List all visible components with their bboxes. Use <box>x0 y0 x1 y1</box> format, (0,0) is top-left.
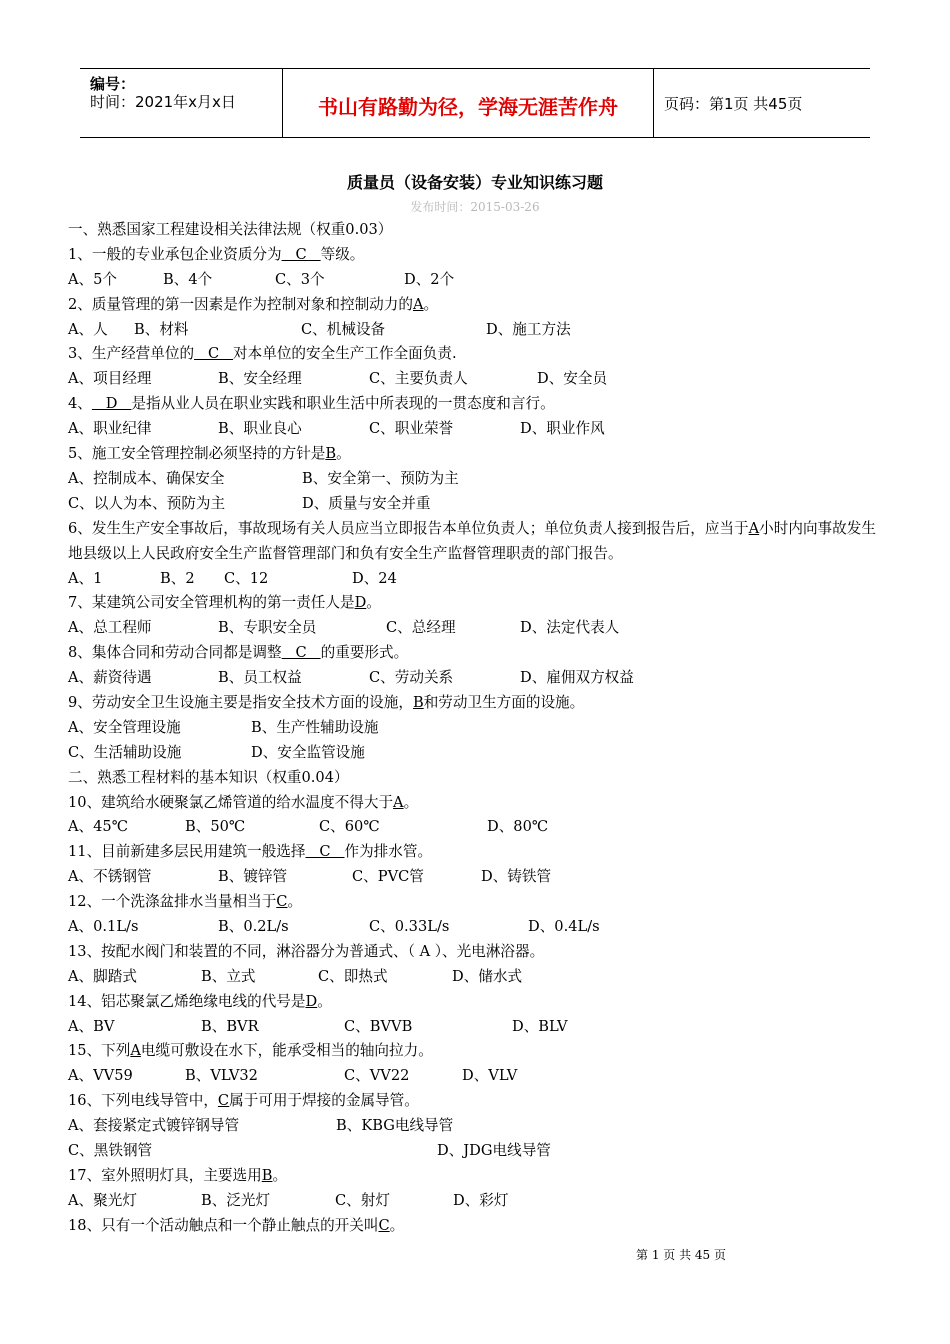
header-cell-motto <box>283 69 654 137</box>
answer: D <box>354 594 367 612</box>
question-text: 4、 <box>68 395 92 413</box>
question-11 <box>68 840 888 865</box>
option-a: A、套接紧定式镀锌钢导管 <box>68 1117 240 1135</box>
answer: C <box>378 1216 390 1234</box>
option-d: D、职业作风 <box>520 420 605 438</box>
option-a: A、安全管理设施 <box>68 718 181 736</box>
motto: 书山有路勤为径，学海无涯苦作舟 <box>318 95 618 119</box>
question-12 <box>68 890 888 915</box>
answer: C <box>305 843 345 861</box>
publish-date: 发布时间：2015-03-26 <box>410 200 540 214</box>
option-b: B、泛光灯 <box>201 1191 271 1209</box>
option-d: D、安全监管设施 <box>251 743 365 761</box>
option-d: D、2个 <box>404 270 455 288</box>
question-18 <box>68 1214 888 1239</box>
option-c: C、PVC管 <box>352 868 424 886</box>
question-text: 1、一般的专业承包企业资质分为 <box>68 245 282 263</box>
option-b: B、安全第一、预防为主 <box>302 469 459 487</box>
question-text: 。 <box>389 1216 405 1234</box>
option-b: B、职业良心 <box>218 420 302 438</box>
question-text: 18、只有一个活动触点和一个静止触点的开关叫 <box>68 1216 379 1234</box>
section-heading: 二、熟悉工程材料的基本知识（权重0.04） <box>68 768 349 786</box>
option-d: D、安全员 <box>537 370 608 388</box>
question-text: 。 <box>287 893 303 911</box>
option-b: B、0.2L/s <box>218 917 289 935</box>
question-text: 。 <box>366 594 381 612</box>
options-9b <box>68 741 888 766</box>
option-a: A、人 <box>68 320 108 338</box>
option-a: A、薪资待遇 <box>68 669 152 687</box>
question-8 <box>68 641 888 666</box>
question-2 <box>68 293 888 318</box>
question-text: 9、劳动安全卫生设施主要是指安全技术方面的设施， <box>68 693 413 711</box>
option-c: C、VV22 <box>344 1067 410 1085</box>
option-c: C、BVVB <box>344 1017 413 1035</box>
question-text: 15、下列 <box>68 1042 131 1060</box>
option-d: D、质量与安全并重 <box>302 494 431 512</box>
option-a: A、聚光灯 <box>68 1191 137 1209</box>
option-d: D、施工方法 <box>486 320 571 338</box>
question-text: 电缆可敷设在水下，能承受相当的轴向拉力。 <box>140 1042 433 1060</box>
question-16 <box>68 1089 888 1114</box>
option-c: C、机械设备 <box>301 320 386 338</box>
option-c: C、12 <box>224 569 269 587</box>
option-a: A、5个 <box>68 270 118 288</box>
question-14 <box>68 990 888 1015</box>
option-d: D、雇佣双方权益 <box>520 669 634 687</box>
question-text: 是指从业人员在职业实践和职业生活中所表现的一贯态度和言行。 <box>131 395 555 413</box>
document-title: 质量员（设备安装）专业知识练习题 <box>346 173 603 192</box>
option-d: D、VLV <box>462 1067 518 1085</box>
option-b: B、VLV32 <box>185 1067 258 1085</box>
answer: C <box>276 893 288 911</box>
question-text: 小时内向事故发生地县级以上人民政府安全生产监督管理部门和负有安全生产监督管理职责的部门报告。 <box>68 519 876 562</box>
options-6 <box>68 567 888 592</box>
option-a: A、项目经理 <box>68 370 152 388</box>
question-text: 5、施工安全管理控制必须坚持的方针是 <box>68 445 326 463</box>
answer: C <box>281 245 321 263</box>
option-c: C、射灯 <box>335 1191 390 1209</box>
question-text: 14、铝芯聚氯乙烯绝缘电线的代号是 <box>68 992 306 1010</box>
option-b: B、材料 <box>134 320 189 338</box>
options-1 <box>68 268 888 293</box>
question-text: 对本单位的安全生产工作全面负责. <box>233 345 457 363</box>
options-5b <box>68 492 888 517</box>
answer: B <box>261 1166 273 1184</box>
section-heading: 一、熟悉国家工程建设相关法律法规（权重0.03） <box>68 221 393 238</box>
options-3 <box>68 367 888 392</box>
options-16b <box>68 1139 888 1164</box>
option-a: A、VV59 <box>68 1067 133 1085</box>
option-d: D、彩灯 <box>453 1191 509 1209</box>
option-a: A、控制成本、确保安全 <box>68 469 225 487</box>
option-d: D、JDG电线导管 <box>437 1141 551 1159</box>
question-13: 13、按配水阀门和装置的不同，淋浴器分为普通式、（ A ）、光电淋浴器。 <box>68 942 545 960</box>
option-c: C、3个 <box>275 270 325 288</box>
question-text: 。 <box>336 445 351 463</box>
question-1 <box>68 243 888 268</box>
question-7 <box>68 591 888 616</box>
option-a: A、0.1L/s <box>68 917 139 935</box>
question-text: 等级。 <box>320 245 365 263</box>
question-4 <box>68 392 888 417</box>
option-c: C、黑铁钢管 <box>68 1141 153 1159</box>
option-c: C、生活辅助设施 <box>68 743 182 761</box>
option-a: A、不锈钢管 <box>68 868 152 886</box>
question-text: 12、一个洗涤盆排水当量相当于 <box>68 893 277 911</box>
option-c: C、以人为本、预防为主 <box>68 494 226 512</box>
question-text: 2、质量管理的第一因素是作为控制对象和控制动力的 <box>68 295 413 313</box>
answer: D <box>91 395 132 413</box>
option-a: A、总工程师 <box>68 619 152 637</box>
option-b: B、安全经理 <box>218 370 302 388</box>
option-c: C、总经理 <box>386 619 456 637</box>
question-6 <box>68 517 888 567</box>
answer: B <box>325 445 337 463</box>
option-d: D、80℃ <box>487 818 549 836</box>
option-c: C、主要负责人 <box>369 370 468 388</box>
options-7 <box>68 616 888 641</box>
option-b: B、员工权益 <box>218 669 302 687</box>
page-footer: 第 1 页 共 45 页 <box>636 1248 726 1262</box>
question-5 <box>68 442 888 467</box>
question-text: 。 <box>423 295 439 313</box>
option-b: B、4个 <box>163 270 213 288</box>
question-text: 。 <box>403 793 419 811</box>
option-b: B、KBG电线导管 <box>336 1117 454 1135</box>
question-text: 作为排水管。 <box>344 843 433 861</box>
option-b: B、立式 <box>201 967 256 985</box>
options-11 <box>68 865 888 890</box>
header-cell-page <box>654 69 870 137</box>
question-text: 3、生产经营单位的 <box>68 345 195 363</box>
option-b: B、50℃ <box>185 818 246 836</box>
option-b: B、镀锌管 <box>218 868 288 886</box>
answer: A <box>412 295 424 313</box>
options-10 <box>68 815 888 840</box>
option-a: A、职业纪律 <box>68 420 152 438</box>
option-d: D、24 <box>352 569 397 587</box>
question-text: 11、目前新建多层民用建筑一般选择 <box>68 843 306 861</box>
option-c: C、0.33L/s <box>369 917 450 935</box>
options-8 <box>68 666 888 691</box>
options-5a <box>68 467 888 492</box>
question-text: 。 <box>272 1166 288 1184</box>
question-text: 6、发生生产安全事故后，事故现场有关人员应当立即报告本单位负责人；单位负责人接到报告后，应当于 <box>68 519 749 537</box>
question-text: 的重要形式。 <box>320 644 409 662</box>
question-text: 属于可用于焊接的金属导管。 <box>229 1092 419 1110</box>
answer: B <box>412 693 424 711</box>
question-text: 和劳动卫生方面的设施。 <box>423 693 585 711</box>
question-text: 8、集体合同和劳动合同都是调整 <box>68 644 282 662</box>
options-17 <box>68 1189 888 1214</box>
option-d: D、储水式 <box>452 967 523 985</box>
question-text: 7、某建筑公司安全管理机构的第一责任人是 <box>68 594 355 612</box>
option-a: A、45℃ <box>68 818 129 836</box>
options-15 <box>68 1064 888 1089</box>
question-text: 16、下列电线导管中， <box>68 1092 218 1110</box>
options-2 <box>68 318 888 343</box>
answer: C <box>217 1092 230 1110</box>
option-d: D、法定代表人 <box>520 619 620 637</box>
question-text: 17、室外照明灯具，主要选用 <box>68 1166 262 1184</box>
option-c: C、即热式 <box>318 967 388 985</box>
header-table <box>80 68 870 138</box>
options-13 <box>68 965 888 990</box>
option-b: B、生产性辅助设施 <box>251 718 379 736</box>
option-d: D、0.4L/s <box>528 917 600 935</box>
question-text: 。 <box>317 992 332 1010</box>
answer: A <box>130 1042 141 1060</box>
header-cell-meta <box>80 69 283 137</box>
option-b: B、BVR <box>201 1017 259 1035</box>
options-4 <box>68 417 888 442</box>
options-14 <box>68 1015 888 1040</box>
number-label: 编号： <box>90 75 136 93</box>
answer: C <box>194 345 234 363</box>
question-15 <box>68 1039 888 1064</box>
question-text: 10、建筑给水硬聚氯乙烯管道的给水温度不得大于 <box>68 793 394 811</box>
option-a: A、脚踏式 <box>68 967 137 985</box>
option-c: C、60℃ <box>319 818 380 836</box>
answer: D <box>305 992 318 1010</box>
option-a: A、1 <box>68 569 103 587</box>
option-c: C、劳动关系 <box>369 669 454 687</box>
option-c: C、职业荣誉 <box>369 420 454 438</box>
options-9a <box>68 716 888 741</box>
question-body <box>68 218 888 1239</box>
option-d: D、BLV <box>512 1017 568 1035</box>
question-10 <box>68 791 888 816</box>
question-17 <box>68 1164 888 1189</box>
options-16a <box>68 1114 888 1139</box>
option-b: B、2 <box>160 569 195 587</box>
question-3 <box>68 342 888 367</box>
option-a: A、BV <box>68 1017 115 1035</box>
time-label: 时间：2021年x月x日 <box>90 93 236 111</box>
page-info: 页码：第1页 共45页 <box>664 95 803 113</box>
answer: A <box>748 519 760 537</box>
answer: C <box>281 644 321 662</box>
question-9 <box>68 691 888 716</box>
option-d: D、铸铁管 <box>481 868 552 886</box>
answer: A <box>393 793 404 811</box>
options-12 <box>68 915 888 940</box>
option-b: B、专职安全员 <box>218 619 317 637</box>
